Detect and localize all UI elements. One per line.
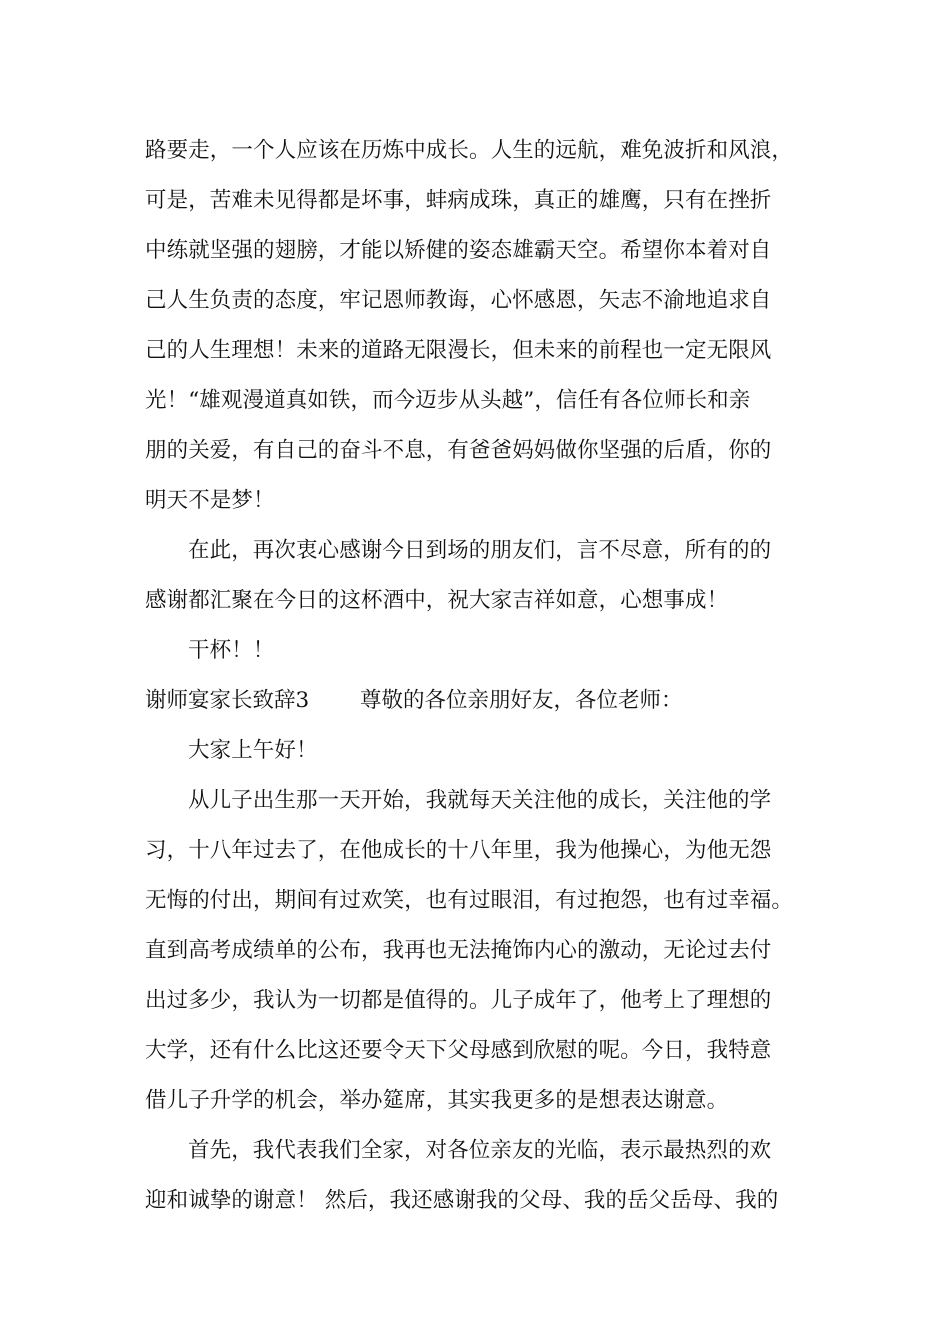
section-title: 谢师宴家长致辞3 [145, 688, 310, 713]
paragraph-line: 中练就坚强的翅膀，才能以矫健的姿态雄霸天空。希望你本着对自 [145, 238, 772, 263]
paragraph-line: 出过多少，我认为一切都是值得的。儿子成年了，他考上了理想的 [145, 988, 772, 1013]
paragraph-line: 路要走，一个人应该在历炼中成长。人生的远航，难免波折和风浪， [145, 138, 794, 163]
section-greeting: 尊敬的各位亲朋好友，各位老师： [360, 688, 683, 713]
paragraph-line: 明天不是梦！ [145, 488, 275, 513]
paragraph-line: 从儿子出生那一天开始，我就每天关注他的成长，关注他的学 [188, 788, 772, 813]
paragraph-line: 己的人生理想！未来的道路无限漫长，但未来的前程也一定无限风 [145, 338, 772, 363]
paragraph-line: 迎和诚挚的谢意！ 然后，我还感谢我的父母、我的岳父岳母、我的 [145, 1188, 779, 1213]
toast-line: 干杯！！ [188, 638, 275, 663]
paragraph-line: 直到高考成绩单的公布，我再也无法掩饰内心的激动，无论过去付 [145, 938, 772, 963]
paragraph-line: 在此，再次衷心感谢今日到场的朋友们，言不尽意，所有的的 [188, 538, 772, 563]
paragraph-line: 己人生负责的态度，牢记恩师教诲，心怀感恩，矢志不渝地追求自 [145, 288, 772, 313]
paragraph-line: 无悔的付出，期间有过欢笑，也有过眼泪，有过抱怨，也有过幸福。 [145, 888, 794, 913]
paragraph-line: 大学，还有什么比这还要令天下父母感到欣慰的呢。今日，我特意 [145, 1038, 772, 1063]
paragraph-line: 朋的关爱，有自己的奋斗不息，有爸爸妈妈做你坚强的后盾，你的 [145, 438, 772, 463]
paragraph-line: 借儿子升学的机会，举办筵席，其实我更多的是想表达谢意。 [145, 1088, 729, 1113]
paragraph-line: 感谢都汇聚在今日的这杯酒中，祝大家吉祥如意，心想事成！ [145, 588, 729, 613]
paragraph-line: 光！“雄观漫道真如铁，而今迈步从头越”，信任有各位师长和亲 [145, 388, 751, 413]
paragraph-line: 大家上午好！ [188, 738, 318, 763]
paragraph-line: 可是，苦难未见得都是坏事，蚌病成珠，真正的雄鹰，只有在挫折 [145, 188, 772, 213]
paragraph-line: 首先，我代表我们全家，对各位亲友的光临，表示最热烈的欢 [188, 1138, 772, 1163]
paragraph-line: 习，十八年过去了，在他成长的十八年里，我为他操心，为他无怨 [145, 838, 772, 863]
